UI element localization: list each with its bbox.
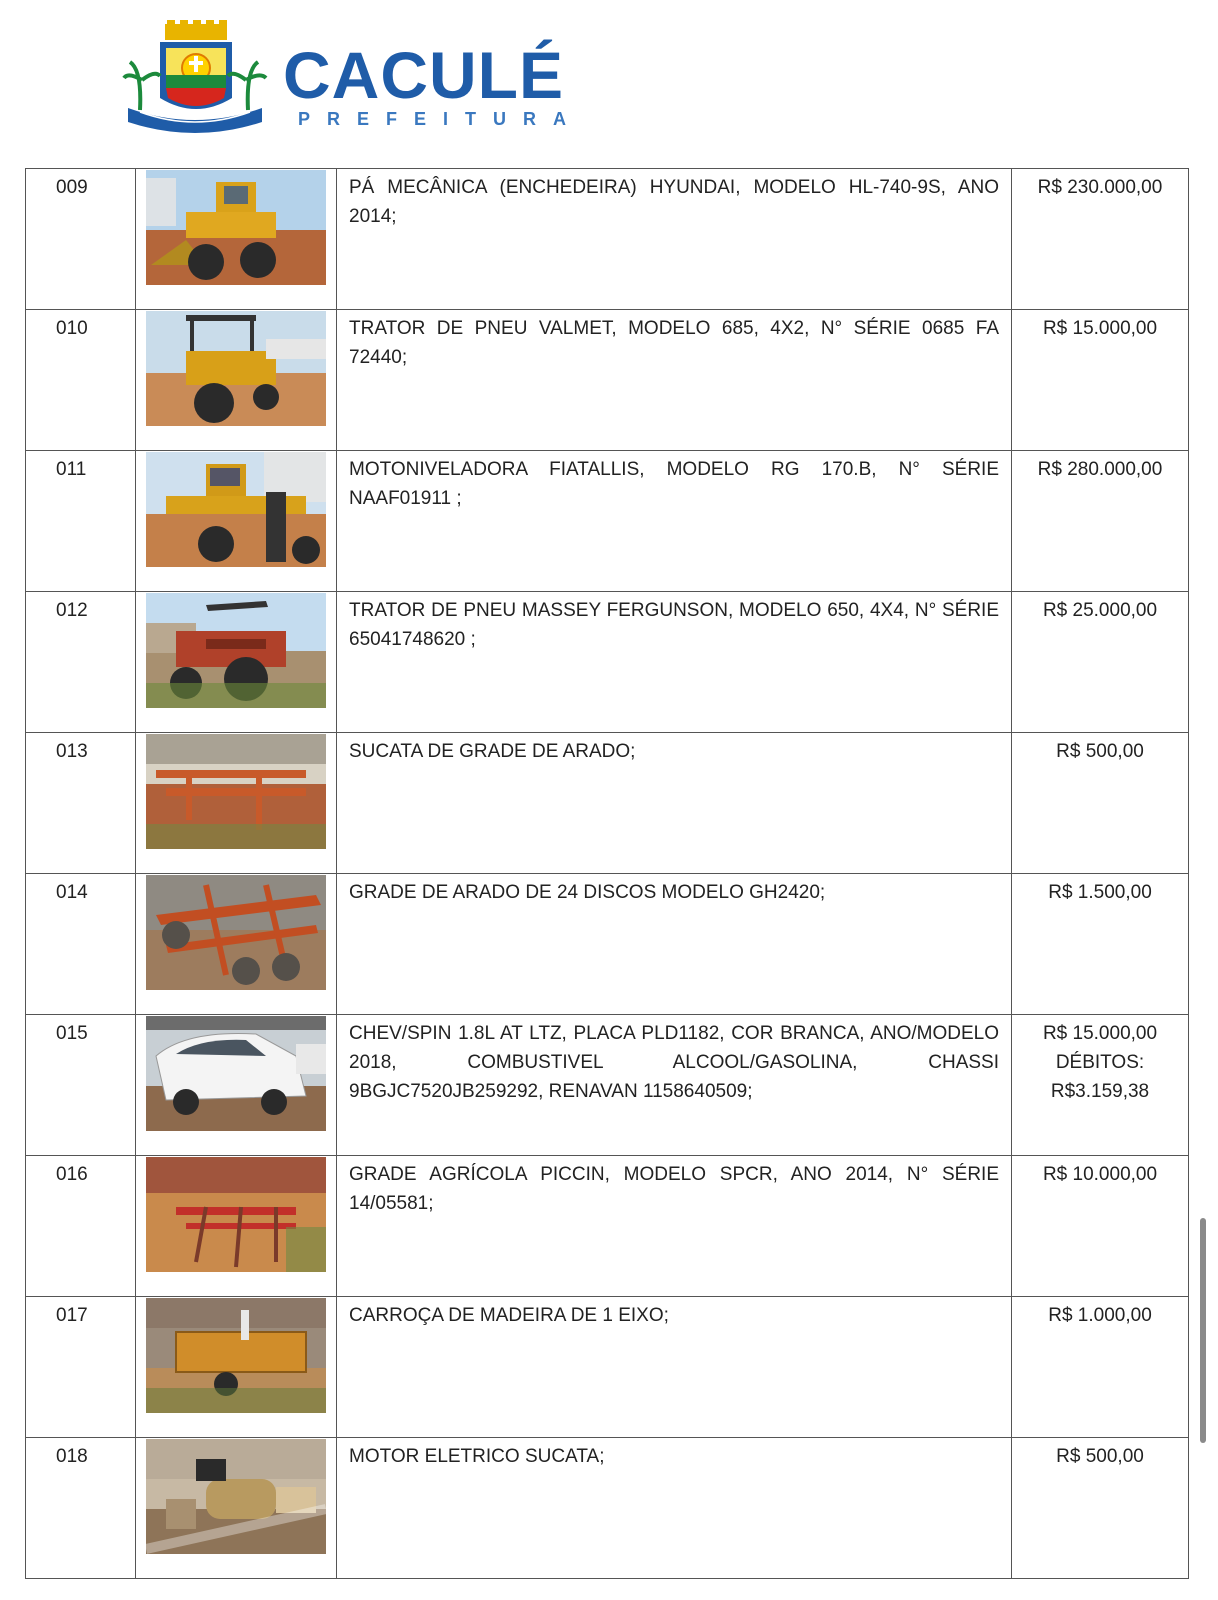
item-photo-cell — [136, 592, 337, 733]
disc-harrow-photo — [146, 875, 326, 990]
item-price: R$ 25.000,00 — [1042, 600, 1158, 621]
table-row — [26, 310, 1189, 451]
item-code: 018 — [26, 1438, 136, 1579]
table-row — [26, 592, 1189, 733]
item-code: 017 — [26, 1297, 136, 1438]
item-description: GRADE AGRÍCOLA PICCIN, MODELO SPCR, ANO 2014, N° SÉRIE 14/05581; — [337, 1156, 1012, 1297]
item-price: R$ 15.000,00 — [1042, 1023, 1158, 1044]
table-row — [26, 1297, 1189, 1438]
item-price: R$ 1.000,00 — [1048, 1305, 1152, 1326]
motor-grader-photo — [146, 452, 326, 567]
item-price-note: R$3.159,38 — [1050, 1081, 1150, 1102]
item-photo-cell — [136, 1156, 337, 1297]
agricultural-harrow-photo — [146, 1157, 326, 1272]
item-photo-cell — [136, 310, 337, 451]
item-photo-cell — [136, 874, 337, 1015]
item-price-cell — [1012, 874, 1189, 1015]
item-price: R$ 1.500,00 — [1048, 882, 1152, 903]
item-photo-cell — [136, 1297, 337, 1438]
item-code: 011 — [26, 451, 136, 592]
item-price: R$ 500,00 — [1056, 1446, 1144, 1467]
item-photo-cell — [136, 733, 337, 874]
items-table — [25, 168, 1189, 1579]
table-row — [26, 733, 1189, 874]
vertical-scrollbar[interactable] — [1200, 1218, 1206, 1443]
item-description: GRADE DE ARADO DE 24 DISCOS MODELO GH2420; — [337, 874, 1012, 1015]
item-photo-cell — [136, 1015, 337, 1156]
table-row — [26, 1156, 1189, 1297]
item-description: TRATOR DE PNEU VALMET, MODELO 685, 4X2, N° SÉRIE 0685 FA 72440; — [337, 310, 1012, 451]
item-price: R$ 15.000,00 — [1042, 318, 1158, 339]
item-price-cell — [1012, 1438, 1189, 1579]
item-price-cell — [1012, 1156, 1189, 1297]
item-code: 013 — [26, 733, 136, 874]
table-row — [26, 1438, 1189, 1579]
item-code: 009 — [26, 169, 136, 310]
white-car-photo — [146, 1016, 326, 1131]
wheel-loader-photo — [146, 170, 326, 285]
item-price: R$ 280.000,00 — [1037, 459, 1163, 480]
item-price-cell — [1012, 1297, 1189, 1438]
tractor-valmet-photo — [146, 311, 326, 426]
item-price-cell — [1012, 310, 1189, 451]
brand-name: CACULÉ — [283, 38, 564, 112]
item-price: R$ 10.000,00 — [1042, 1164, 1158, 1185]
table-row — [26, 169, 1189, 310]
scrap-plow-harrow-photo — [146, 734, 326, 849]
item-price-cell — [1012, 451, 1189, 592]
item-photo-cell — [136, 1438, 337, 1579]
item-price-cell — [1012, 733, 1189, 874]
municipal-crest-icon — [120, 20, 270, 140]
wooden-cart-photo — [146, 1298, 326, 1413]
item-description: CARROÇA DE MADEIRA DE 1 EIXO; — [337, 1297, 1012, 1438]
brand-subtitle: PREFEITURA — [298, 109, 584, 129]
item-price-note: DÉBITOS: — [1055, 1052, 1145, 1073]
item-description: CHEV/SPIN 1.8L AT LTZ, PLACA PLD1182, COR BRANCA, ANO/MODELO 2018, COMBUSTIVEL ALCOOL/GASOLINA, CHASSI 9BGJC7520JB259292, RENAVAN 1158640509; — [337, 1015, 1012, 1156]
item-price-cell — [1012, 169, 1189, 310]
item-photo-cell — [136, 169, 337, 310]
tractor-massey-photo — [146, 593, 326, 708]
item-description: MOTONIVELADORA FIATALLIS, MODELO RG 170.B, N° SÉRIE NAAF01911 ; — [337, 451, 1012, 592]
table-row — [26, 451, 1189, 592]
header — [120, 20, 640, 140]
item-description: MOTOR ELETRICO SUCATA; — [337, 1438, 1012, 1579]
item-photo-cell — [136, 451, 337, 592]
item-code: 010 — [26, 310, 136, 451]
item-price: R$ 230.000,00 — [1037, 177, 1163, 198]
table-row — [26, 874, 1189, 1015]
item-description: SUCATA DE GRADE DE ARADO; — [337, 733, 1012, 874]
table-row — [26, 1015, 1189, 1156]
item-price-cell — [1012, 1015, 1189, 1156]
item-code: 016 — [26, 1156, 136, 1297]
item-price: R$ 500,00 — [1056, 741, 1144, 762]
item-code: 015 — [26, 1015, 136, 1156]
item-code: 012 — [26, 592, 136, 733]
scrap-electric-motor-photo — [146, 1439, 326, 1554]
item-code: 014 — [26, 874, 136, 1015]
item-description: PÁ MECÂNICA (ENCHEDEIRA) HYUNDAI, MODELO HL-740-9S, ANO 2014; — [337, 169, 1012, 310]
item-price-cell — [1012, 592, 1189, 733]
item-description: TRATOR DE PNEU MASSEY FERGUNSON, MODELO 650, 4X4, N° SÉRIE 65041748620 ; — [337, 592, 1012, 733]
